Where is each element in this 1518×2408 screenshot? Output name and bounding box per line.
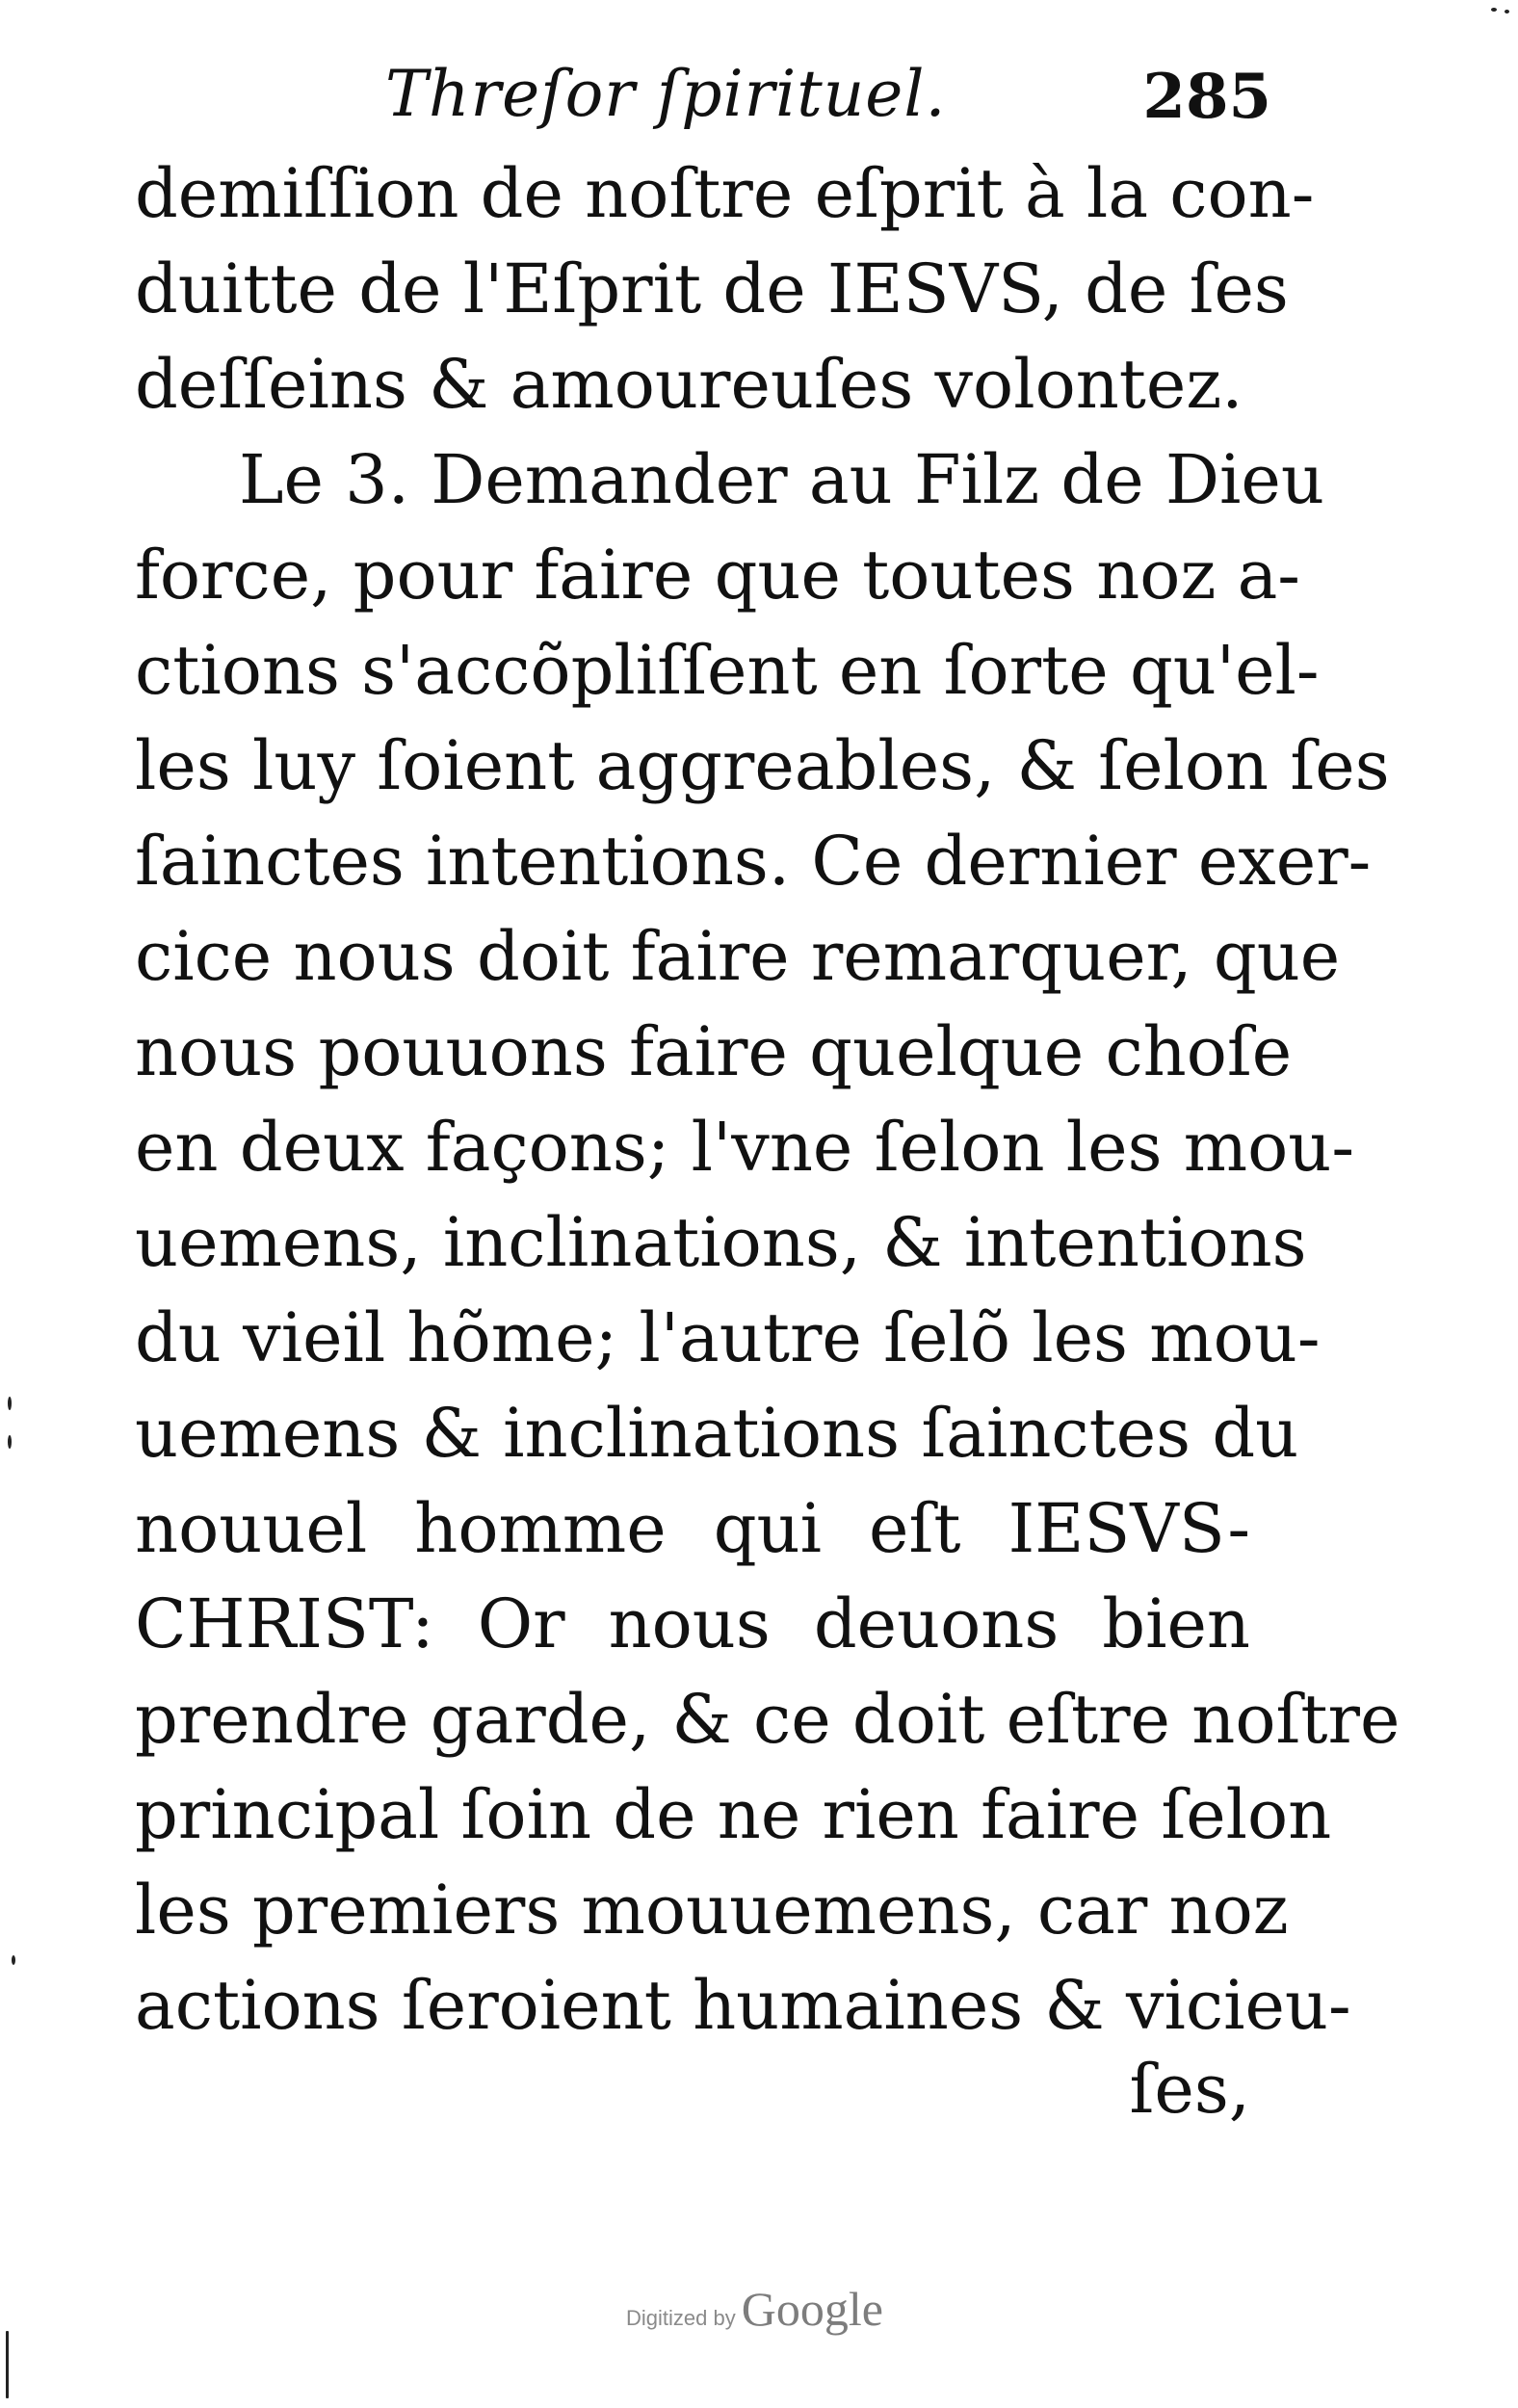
catchword: ſes, [1129, 2050, 1250, 2129]
text-line: ctions s'accõpliſſent en ſorte qu'el- [135, 631, 1320, 710]
text-line: duitte de l'Eſprit de IESVS, de ſes [135, 249, 1289, 328]
text-line: ſainctes intentions. Ce dernier exer- [135, 822, 1372, 901]
text-line: principal ſoin de ne rien faire ſelon [135, 1775, 1332, 1854]
text-line: du vieil hõme; l'autre ſelõ les mou- [135, 1298, 1321, 1377]
text-line: demiſſion de noſtre eſprit à la con- [135, 154, 1315, 233]
text-line: nous pouuons faire quelque choſe [135, 1012, 1293, 1091]
scan-speck [1491, 8, 1497, 12]
scan-speck [8, 1397, 12, 1410]
text-line: cice nous doit faire remarquer, que [135, 917, 1341, 996]
text-line: force, pour faire que toutes noz a- [135, 536, 1300, 615]
scan-speck [6, 2331, 9, 2398]
scan-speck [12, 1955, 15, 1965]
page-number: 285 [1142, 61, 1271, 133]
paragraph-first-line: Le 3. Demander au Filz de Dieu [239, 440, 1324, 519]
digitized-label: Digitized by [626, 2306, 736, 2330]
text-line: CHRIST: Or nous deuons bien [135, 1584, 1250, 1663]
text-line: deſſeins & amoureuſes volontez. [135, 345, 1243, 424]
running-head [385, 43, 1271, 149]
scan-speck [1505, 10, 1509, 13]
text-line: nouuel homme qui eſt IESVS- [135, 1489, 1250, 1568]
text-line: uemens & inclinations ſainctes du [135, 1394, 1299, 1473]
text-line: uemens, inclinations, & intentions [135, 1203, 1307, 1282]
digitized-watermark [626, 2281, 883, 2337]
google-logo: Google [741, 2282, 883, 2336]
text-line: en deux façons; l'vne ſelon les mou- [135, 1108, 1355, 1187]
running-title: Threſor ſpirituel. [385, 57, 947, 131]
text-line: les premiers mouuemens, car noz [135, 1871, 1289, 1950]
scan-speck [8, 1435, 12, 1449]
text-line: prendre garde, & ce doit eſtre noſtre [135, 1680, 1400, 1759]
text-line: les luy ſoient aggreables, & ſelon ſes [135, 726, 1390, 805]
body-text [135, 146, 1400, 2054]
text-line: actions ſeroient humaines & vicieu- [135, 1966, 1351, 2045]
